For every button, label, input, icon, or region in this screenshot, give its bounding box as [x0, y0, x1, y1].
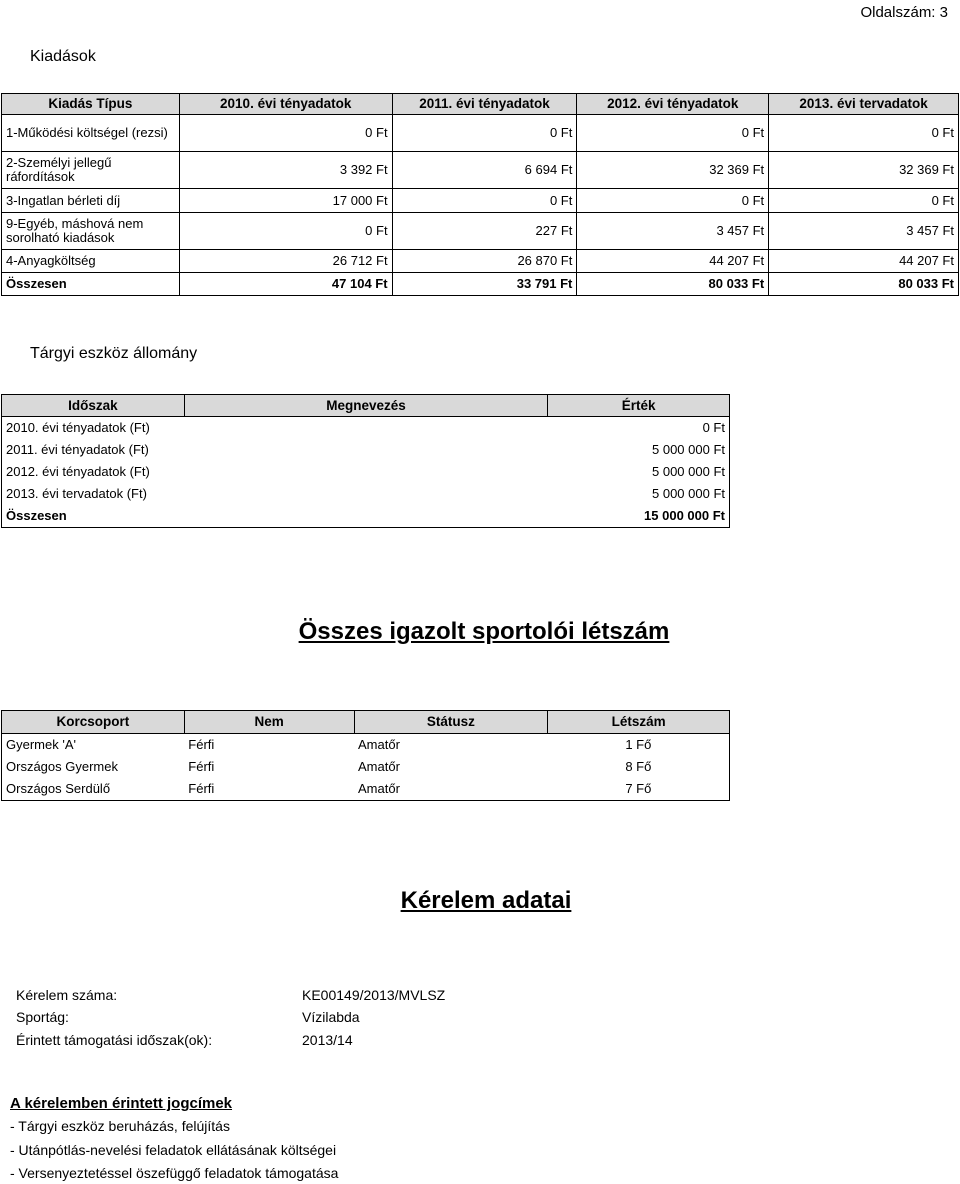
- expense-value: 0 Ft: [769, 189, 959, 213]
- assets-header-value: Érték: [548, 395, 730, 417]
- asset-value: 5 000 000 Ft: [548, 461, 730, 483]
- assets-table: [1, 394, 730, 528]
- application-title: Kérelem adatai: [400, 887, 572, 914]
- athlete-count: 1 Fő: [625, 737, 652, 752]
- application-number-value: KE00149/2013/MVLSZ: [302, 987, 446, 1003]
- expense-value: 3 457 Ft: [577, 213, 769, 250]
- asset-value: 5 000 000 Ft: [548, 483, 730, 505]
- table-row: [2, 461, 730, 483]
- expense-type: 1-Működési költségel (rezsi): [2, 115, 180, 152]
- titles-heading: A kérelemben érintett jogcímek: [10, 1095, 233, 1112]
- athlete-group: Országos Serdülő: [6, 781, 111, 796]
- asset-name: [184, 483, 547, 505]
- athlete-count: 7 Fő: [625, 781, 652, 796]
- expense-value: 6 694 Ft: [392, 152, 577, 189]
- athletes-header-status: Státusz: [354, 711, 548, 734]
- table-total-row: [2, 273, 959, 296]
- expenses-header-2013: 2013. évi tervadatok: [769, 94, 959, 115]
- table-total-row: [2, 505, 730, 528]
- asset-total-value: 15 000 000 Ft: [548, 505, 730, 528]
- expense-value: 44 207 Ft: [769, 250, 959, 273]
- expense-value: 3 392 Ft: [179, 152, 392, 189]
- expense-type: 2-Személyi jellegű ráfordítások: [2, 152, 180, 189]
- expense-value: 17 000 Ft: [179, 189, 392, 213]
- asset-total-label: Összesen: [2, 505, 185, 528]
- table-row: [2, 734, 730, 757]
- asset-total-empty: [184, 505, 547, 528]
- athlete-count: 8 Fő: [625, 759, 652, 774]
- expense-type: 3-Ingatlan bérleti díj: [2, 189, 180, 213]
- table-row: [2, 756, 730, 778]
- asset-period: 2011. évi tényadatok (Ft): [2, 439, 185, 461]
- expense-value: 0 Ft: [769, 115, 959, 152]
- expense-value: 0 Ft: [577, 115, 769, 152]
- asset-name: [184, 417, 547, 440]
- expenses-header-2010: 2010. évi tényadatok: [179, 94, 392, 115]
- expense-value: 0 Ft: [577, 189, 769, 213]
- table-row: [2, 115, 959, 152]
- athletes-table: [1, 710, 730, 801]
- sport-label: Sportág:: [16, 1009, 69, 1025]
- athlete-gender: Férfi: [188, 737, 215, 752]
- list-item: - Utánpótlás-nevelési feladatok ellátásának költségei: [10, 1142, 337, 1158]
- expense-value: 0 Ft: [392, 189, 577, 213]
- assets-header-name: Megnevezés: [184, 395, 547, 417]
- period-label: Érintett támogatási időszak(ok):: [16, 1032, 213, 1048]
- asset-period: 2010. évi tényadatok (Ft): [2, 417, 185, 440]
- table-row: [2, 152, 959, 189]
- athlete-group: Országos Gyermek: [6, 759, 118, 774]
- asset-value: 5 000 000 Ft: [548, 439, 730, 461]
- expense-value: 26 870 Ft: [392, 250, 577, 273]
- asset-name: [184, 439, 547, 461]
- table-row: [2, 483, 730, 505]
- expense-type: 4-Anyagköltség: [2, 250, 180, 273]
- expense-value: 44 207 Ft: [577, 250, 769, 273]
- athletes-header-count: Létszám: [548, 711, 730, 734]
- athletes-title: Összes igazolt sportolói létszám: [298, 618, 670, 645]
- athlete-gender: Férfi: [188, 781, 215, 796]
- expenses-title: Kiadások: [30, 48, 96, 65]
- sport-value: Vízilabda: [302, 1009, 360, 1025]
- expense-type: 9-Egyéb, máshová nem sorolható kiadások: [2, 213, 180, 250]
- assets-header-period: Időszak: [2, 395, 185, 417]
- table-row: [2, 778, 730, 801]
- table-row: [2, 213, 959, 250]
- expense-total-label: Összesen: [2, 273, 180, 296]
- table-row: [2, 439, 730, 461]
- athlete-status: Amatőr: [358, 781, 400, 796]
- expense-value: 227 Ft: [392, 213, 577, 250]
- list-item: - Versenyeztetéssel öszefüggő feladatok támogatása: [10, 1165, 339, 1181]
- athlete-gender: Férfi: [188, 759, 215, 774]
- expenses-table: [1, 93, 959, 296]
- table-row: [2, 189, 959, 213]
- asset-name: [184, 461, 547, 483]
- expense-total-value: 80 033 Ft: [769, 273, 959, 296]
- expense-total-value: 80 033 Ft: [577, 273, 769, 296]
- expense-value: 0 Ft: [392, 115, 577, 152]
- page-number: Oldalszám: 3: [860, 4, 948, 21]
- expenses-header-2011: 2011. évi tényadatok: [392, 94, 577, 115]
- expense-value: 32 369 Ft: [577, 152, 769, 189]
- athletes-header-gender: Nem: [184, 711, 354, 734]
- application-number-label: Kérelem száma:: [16, 987, 118, 1003]
- expenses-header-type: Kiadás Típus: [2, 94, 180, 115]
- expense-value: 0 Ft: [179, 213, 392, 250]
- assets-title: Tárgyi eszköz állomány: [30, 345, 198, 362]
- expense-value: 3 457 Ft: [769, 213, 959, 250]
- expense-total-value: 33 791 Ft: [392, 273, 577, 296]
- asset-period: 2012. évi tényadatok (Ft): [2, 461, 185, 483]
- expense-value: 0 Ft: [179, 115, 392, 152]
- period-value: 2013/14: [302, 1032, 353, 1048]
- athletes-header-group: Korcsoport: [2, 711, 185, 734]
- athlete-status: Amatőr: [358, 759, 400, 774]
- expense-value: 26 712 Ft: [179, 250, 392, 273]
- athlete-status: Amatőr: [358, 737, 400, 752]
- asset-period: 2013. évi tervadatok (Ft): [2, 483, 185, 505]
- table-row: [2, 250, 959, 273]
- expense-total-value: 47 104 Ft: [179, 273, 392, 296]
- expense-value: 32 369 Ft: [769, 152, 959, 189]
- athlete-group: Gyermek 'A': [6, 737, 76, 752]
- table-row: [2, 417, 730, 440]
- asset-value: 0 Ft: [548, 417, 730, 440]
- expenses-header-2012: 2012. évi tényadatok: [577, 94, 769, 115]
- list-item: - Tárgyi eszköz beruházás, felújítás: [10, 1118, 230, 1134]
